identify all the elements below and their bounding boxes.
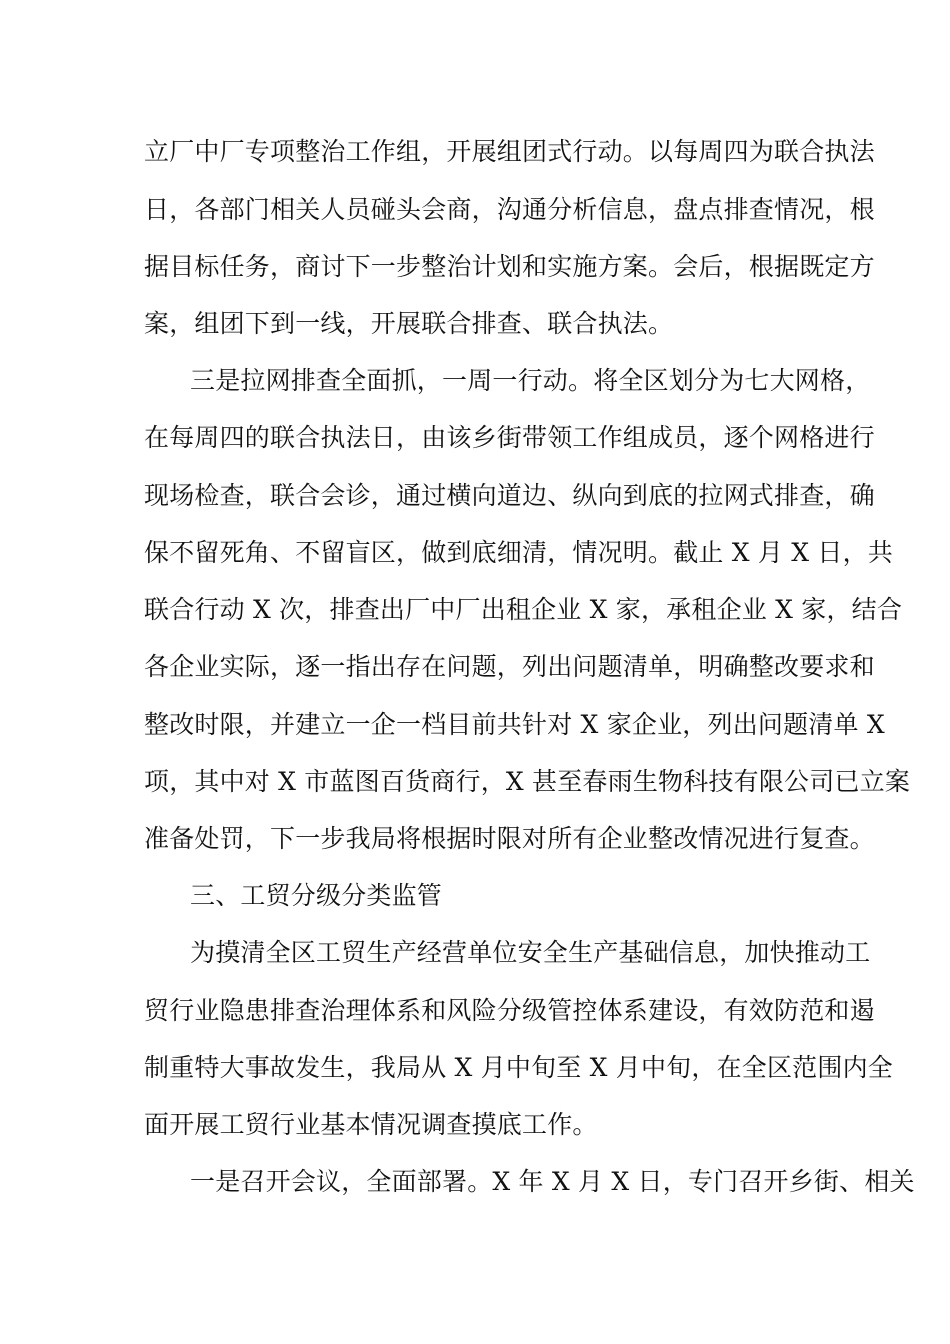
- text-line: 保不留死角、不留盲区，做到底细清，情况明。截止 X 月 X 日，共: [144, 538, 893, 567]
- text-line: 面开展工贸行业基本情况调查摸底工作。: [144, 1110, 598, 1139]
- text-line: 联合行动 X 次，排查出厂中厂出租企业 X 家，承租企业 X 家，结合: [144, 595, 903, 624]
- text-line: 贸行业隐患排查治理体系和风险分级管控体系建设，有效防范和遏: [144, 996, 875, 1025]
- section-heading: 三、工贸分级分类监管: [190, 881, 443, 910]
- text-line: 立厂中厂专项整治工作组，开展组团式行动。以每周四为联合执法: [144, 137, 875, 166]
- text-line: 在每周四的联合执法日，由该乡街带领工作组成员，逐个网格进行: [144, 423, 875, 452]
- text-line: 现场检查，联合会诊，通过横向道边、纵向到底的拉网式排查，确: [144, 481, 875, 510]
- paragraph-first-line: 一是召开会议，全面部署。X 年 X 月 X 日，专门召开乡街、相关: [190, 1167, 915, 1196]
- text-line: 准备处罚，下一步我局将根据时限对所有企业整改情况进行复查。: [144, 824, 875, 853]
- paragraph-first-line: 为摸清全区工贸生产经营单位安全生产基础信息，加快推动工: [190, 938, 871, 967]
- text-line: 整改时限，并建立一企一档目前共针对 X 家企业，列出问题清单 X: [144, 710, 885, 739]
- text-line: 日，各部门相关人员碰头会商，沟通分析信息，盘点排查情况，根: [144, 195, 875, 224]
- text-line: 制重特大事故发生，我局从 X 月中旬至 X 月中旬，在全区范围内全: [144, 1053, 893, 1082]
- paragraph-first-line: 三是拉网排查全面抓，一周一行动。将全区划分为七大网格，: [190, 366, 871, 395]
- text-line: 据目标任务，商讨下一步整治计划和实施方案。会后，根据既定方: [144, 252, 875, 281]
- text-line: 项，其中对 X 市蓝图百货商行，X 甚至春雨生物科技有限公司已立案: [144, 767, 911, 796]
- text-line: 各企业实际，逐一指出存在问题，列出问题清单，明确整改要求和: [144, 652, 875, 681]
- text-line: 案，组团下到一线，开展联合排查、联合执法。: [144, 309, 674, 338]
